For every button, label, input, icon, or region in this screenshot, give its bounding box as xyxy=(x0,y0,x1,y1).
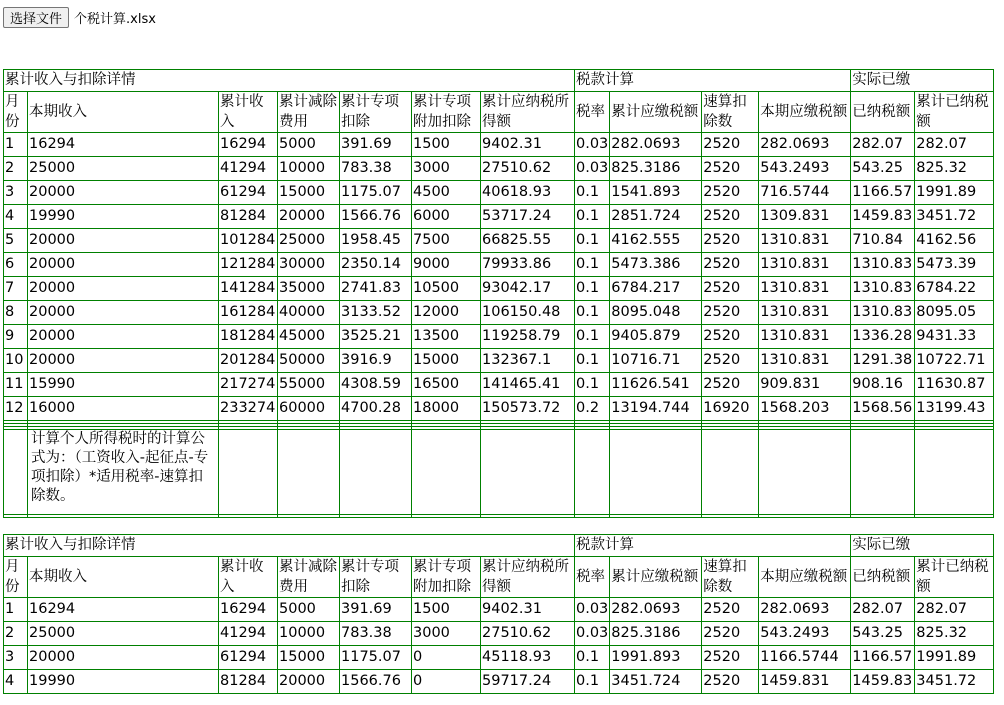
table-cell: 1310.831 xyxy=(759,325,851,349)
table-cell: 4 xyxy=(4,205,28,229)
table-cell: 282.07 xyxy=(851,598,915,622)
table-cell: 12 xyxy=(4,397,28,421)
table-cell: 2520 xyxy=(702,325,759,349)
table-cell: 25000 xyxy=(278,229,340,253)
col-header: 累计收入 xyxy=(219,557,278,598)
table-cell: 5000 xyxy=(278,133,340,157)
table-cell: 908.16 xyxy=(851,373,915,397)
col-header: 累计应缴税额 xyxy=(610,92,702,133)
table-cell: 783.38 xyxy=(340,157,412,181)
column-header-row xyxy=(4,92,994,133)
table-cell: 15990 xyxy=(28,373,219,397)
table-cell: 2851.724 xyxy=(610,205,702,229)
table-cell: 4700.28 xyxy=(340,397,412,421)
formula-note: 计算个人所得税时的计算公式为：（工资收入-起征点-专项扣除）*适用税率-速算扣除数。 xyxy=(28,430,219,515)
table-cell: 1991.893 xyxy=(610,646,702,670)
col-header: 累计专项扣除 xyxy=(340,92,412,133)
table-cell: 0.1 xyxy=(575,253,610,277)
table-cell: 1958.45 xyxy=(340,229,412,253)
tax-table-2 xyxy=(3,534,994,694)
col-header: 累计应缴税额 xyxy=(610,557,702,598)
table-cell: 0.03 xyxy=(575,622,610,646)
table-cell: 5000 xyxy=(278,598,340,622)
table-cell: 18000 xyxy=(412,397,481,421)
table-row xyxy=(4,301,994,325)
table-cell: 2520 xyxy=(702,622,759,646)
col-header: 累计应纳税所得额 xyxy=(481,557,575,598)
table-cell: 3000 xyxy=(412,157,481,181)
col-header: 速算扣除数 xyxy=(702,557,759,598)
table-cell: 2520 xyxy=(702,277,759,301)
col-header: 累计应纳税所得额 xyxy=(481,92,575,133)
section-tax-calc: 税款计算 xyxy=(575,70,851,92)
table-cell: 1568.56 xyxy=(851,397,915,421)
table-cell: 3 xyxy=(4,646,28,670)
table-cell: 3 xyxy=(4,181,28,205)
table-cell: 4162.56 xyxy=(915,229,994,253)
table-cell: 825.3186 xyxy=(610,157,702,181)
table-cell: 1310.83 xyxy=(851,277,915,301)
table-cell: 6784.217 xyxy=(610,277,702,301)
selected-file-name: 个税计算.xlsx xyxy=(74,11,156,27)
table-cell: 15000 xyxy=(278,181,340,205)
table-cell: 3916.9 xyxy=(340,349,412,373)
table-cell: 1500 xyxy=(412,598,481,622)
table-cell: 2 xyxy=(4,157,28,181)
col-header: 累计减除费用 xyxy=(278,92,340,133)
table-cell: 16294 xyxy=(28,133,219,157)
table-cell: 41294 xyxy=(219,622,278,646)
table-cell: 19990 xyxy=(28,670,219,694)
table-cell: 20000 xyxy=(28,646,219,670)
table-cell: 5473.386 xyxy=(610,253,702,277)
table-cell: 1175.07 xyxy=(340,646,412,670)
col-header: 速算扣除数 xyxy=(702,92,759,133)
table-cell: 35000 xyxy=(278,277,340,301)
table-cell: 79933.86 xyxy=(481,253,575,277)
table-cell: 1566.76 xyxy=(340,205,412,229)
table-cell: 16294 xyxy=(219,133,278,157)
section-actual-paid: 实际已缴 xyxy=(851,70,994,92)
table-cell: 543.2493 xyxy=(759,622,851,646)
table-cell: 2520 xyxy=(702,205,759,229)
table-cell: 1166.5744 xyxy=(759,646,851,670)
col-header: 已纳税额 xyxy=(851,557,915,598)
table-row xyxy=(4,133,994,157)
table-cell: 8 xyxy=(4,301,28,325)
table-2-body xyxy=(4,598,994,694)
table-cell: 2520 xyxy=(702,349,759,373)
table-cell: 282.0693 xyxy=(610,133,702,157)
table-cell: 119258.79 xyxy=(481,325,575,349)
table-cell: 2520 xyxy=(702,670,759,694)
table-cell: 25000 xyxy=(28,622,219,646)
table-cell: 1541.893 xyxy=(610,181,702,205)
table-cell: 20000 xyxy=(28,253,219,277)
col-header: 月份 xyxy=(4,92,28,133)
table-cell: 3525.21 xyxy=(340,325,412,349)
table-cell: 1309.831 xyxy=(759,205,851,229)
table-cell: 11626.541 xyxy=(610,373,702,397)
table-cell: 6 xyxy=(4,253,28,277)
table-cell: 53717.24 xyxy=(481,205,575,229)
table-cell: 10500 xyxy=(412,277,481,301)
col-header: 累计收入 xyxy=(219,92,278,133)
table-cell: 3000 xyxy=(412,622,481,646)
table-cell: 783.38 xyxy=(340,622,412,646)
table-cell: 132367.1 xyxy=(481,349,575,373)
table-cell: 60000 xyxy=(278,397,340,421)
table-cell: 16920 xyxy=(702,397,759,421)
table-cell: 1175.07 xyxy=(340,181,412,205)
table-cell: 282.07 xyxy=(915,598,994,622)
table-cell: 9402.31 xyxy=(481,133,575,157)
table-row xyxy=(4,157,994,181)
col-header: 累计专项附加扣除 xyxy=(412,557,481,598)
section-tax-calc: 税款计算 xyxy=(575,535,851,557)
table-cell: 8095.048 xyxy=(610,301,702,325)
table-cell: 150573.72 xyxy=(481,397,575,421)
table-cell: 6784.22 xyxy=(915,277,994,301)
table-cell: 825.32 xyxy=(915,157,994,181)
table-cell: 217274 xyxy=(219,373,278,397)
col-header: 本期应缴税额 xyxy=(759,92,851,133)
table-cell: 1459.83 xyxy=(851,205,915,229)
table-cell: 9431.33 xyxy=(915,325,994,349)
table-cell: 121284 xyxy=(219,253,278,277)
table-cell: 0.1 xyxy=(575,646,610,670)
table-cell: 10722.71 xyxy=(915,349,994,373)
table-cell: 59717.24 xyxy=(481,670,575,694)
table-cell: 15000 xyxy=(278,646,340,670)
table-cell: 1310.83 xyxy=(851,301,915,325)
table-cell: 9402.31 xyxy=(481,598,575,622)
file-toolbar xyxy=(3,6,156,28)
section-income-deduction: 累计收入与扣除详情 xyxy=(4,535,575,557)
table-cell: 27510.62 xyxy=(481,157,575,181)
table-cell: 825.32 xyxy=(915,622,994,646)
table-cell: 181284 xyxy=(219,325,278,349)
table-cell: 0.1 xyxy=(575,325,610,349)
table-cell: 2350.14 xyxy=(340,253,412,277)
table-cell: 1310.831 xyxy=(759,301,851,325)
table-cell: 4500 xyxy=(412,181,481,205)
table-cell: 710.84 xyxy=(851,229,915,253)
table-cell: 1459.831 xyxy=(759,670,851,694)
table-cell: 0.1 xyxy=(575,373,610,397)
table-cell: 4 xyxy=(4,670,28,694)
table-cell: 0.1 xyxy=(575,229,610,253)
table-cell: 27510.62 xyxy=(481,622,575,646)
table-cell: 716.5744 xyxy=(759,181,851,205)
table-cell: 1500 xyxy=(412,133,481,157)
table-cell: 2520 xyxy=(702,157,759,181)
section-income-deduction: 累计收入与扣除详情 xyxy=(4,70,575,92)
table-cell: 5473.39 xyxy=(915,253,994,277)
col-header: 税率 xyxy=(575,557,610,598)
col-header: 本期收入 xyxy=(28,92,219,133)
table-cell: 45118.93 xyxy=(481,646,575,670)
col-header: 累计专项附加扣除 xyxy=(412,92,481,133)
table-cell: 13199.43 xyxy=(915,397,994,421)
table-row xyxy=(4,181,994,205)
table-cell: 11 xyxy=(4,373,28,397)
table-cell: 161284 xyxy=(219,301,278,325)
table-cell: 2 xyxy=(4,622,28,646)
table-cell: 12000 xyxy=(412,301,481,325)
table-cell: 2520 xyxy=(702,598,759,622)
table-cell: 81284 xyxy=(219,670,278,694)
table-cell: 1291.38 xyxy=(851,349,915,373)
spacer-row xyxy=(4,515,994,518)
table-cell: 5 xyxy=(4,229,28,253)
table-cell: 3451.72 xyxy=(915,205,994,229)
table-cell: 1310.831 xyxy=(759,253,851,277)
table-cell: 6000 xyxy=(412,205,481,229)
table-cell: 16294 xyxy=(219,598,278,622)
table-cell: 909.831 xyxy=(759,373,851,397)
table-cell: 13500 xyxy=(412,325,481,349)
table-cell: 2520 xyxy=(702,646,759,670)
table-cell: 1991.89 xyxy=(915,181,994,205)
table-row xyxy=(4,325,994,349)
tax-table-1 xyxy=(3,69,994,518)
table-cell: 19990 xyxy=(28,205,219,229)
table-cell: 8095.05 xyxy=(915,301,994,325)
table-cell: 141465.41 xyxy=(481,373,575,397)
table-cell: 13194.744 xyxy=(610,397,702,421)
table-row xyxy=(4,373,994,397)
table-cell: 93042.17 xyxy=(481,277,575,301)
table-cell: 25000 xyxy=(28,157,219,181)
table-cell: 40000 xyxy=(278,301,340,325)
table-cell: 0.03 xyxy=(575,598,610,622)
table-cell: 1310.831 xyxy=(759,229,851,253)
table-cell: 0 xyxy=(412,646,481,670)
table-cell: 0.1 xyxy=(575,277,610,301)
table-cell: 61294 xyxy=(219,181,278,205)
section-header-row xyxy=(4,535,994,557)
table-cell: 282.07 xyxy=(851,133,915,157)
table-cell: 20000 xyxy=(28,349,219,373)
table-cell: 1166.57 xyxy=(851,646,915,670)
table-cell: 16500 xyxy=(412,373,481,397)
table-cell: 2520 xyxy=(702,301,759,325)
table-cell: 40618.93 xyxy=(481,181,575,205)
table-cell: 1310.831 xyxy=(759,277,851,301)
table-cell: 1459.83 xyxy=(851,670,915,694)
table-cell: 20000 xyxy=(28,301,219,325)
table-cell: 282.07 xyxy=(915,133,994,157)
table-cell: 15000 xyxy=(412,349,481,373)
table-row xyxy=(4,646,994,670)
table-cell: 1336.28 xyxy=(851,325,915,349)
table-cell: 2520 xyxy=(702,181,759,205)
choose-file-button[interactable]: 选择文件 xyxy=(3,7,69,28)
table-row xyxy=(4,253,994,277)
table-cell: 1310.831 xyxy=(759,349,851,373)
table-cell: 391.69 xyxy=(340,598,412,622)
table-cell: 4162.555 xyxy=(610,229,702,253)
table-row xyxy=(4,349,994,373)
table-cell: 2741.83 xyxy=(340,277,412,301)
table-cell: 282.0693 xyxy=(759,598,851,622)
table-cell: 543.2493 xyxy=(759,157,851,181)
table-cell: 1568.203 xyxy=(759,397,851,421)
table-row xyxy=(4,670,994,694)
table-cell: 0.1 xyxy=(575,670,610,694)
table-cell: 2520 xyxy=(702,229,759,253)
table-cell: 1991.89 xyxy=(915,646,994,670)
table-cell: 10000 xyxy=(278,622,340,646)
table-row xyxy=(4,277,994,301)
table-cell: 0.1 xyxy=(575,181,610,205)
table-cell: 0.1 xyxy=(575,301,610,325)
table-row xyxy=(4,397,994,421)
table-cell: 2520 xyxy=(702,133,759,157)
table-cell: 7500 xyxy=(412,229,481,253)
table-cell: 141284 xyxy=(219,277,278,301)
table-cell: 3451.72 xyxy=(915,670,994,694)
table-cell: 20000 xyxy=(28,277,219,301)
table-cell: 1310.83 xyxy=(851,253,915,277)
table-cell: 7 xyxy=(4,277,28,301)
table-cell: 10 xyxy=(4,349,28,373)
table-cell: 1 xyxy=(4,598,28,622)
table-cell: 543.25 xyxy=(851,157,915,181)
table-cell: 4308.59 xyxy=(340,373,412,397)
table-cell: 2520 xyxy=(702,373,759,397)
table-cell: 2520 xyxy=(702,253,759,277)
col-header: 累计专项扣除 xyxy=(340,557,412,598)
table-cell: 16000 xyxy=(28,397,219,421)
table-cell: 61294 xyxy=(219,646,278,670)
table-cell: 1 xyxy=(4,133,28,157)
table-cell: 0.1 xyxy=(575,349,610,373)
table-cell: 233274 xyxy=(219,397,278,421)
table-cell: 55000 xyxy=(278,373,340,397)
table-cell: 20000 xyxy=(278,670,340,694)
table-cell: 20000 xyxy=(28,325,219,349)
table-cell: 30000 xyxy=(278,253,340,277)
table-row xyxy=(4,205,994,229)
table-1-body xyxy=(4,133,994,421)
table-cell: 50000 xyxy=(278,349,340,373)
table-cell: 11630.87 xyxy=(915,373,994,397)
table-cell: 16294 xyxy=(28,598,219,622)
table-cell: 391.69 xyxy=(340,133,412,157)
table-row xyxy=(4,598,994,622)
table-cell: 282.0693 xyxy=(610,598,702,622)
table-cell: 20000 xyxy=(28,229,219,253)
table-cell: 9000 xyxy=(412,253,481,277)
col-header: 本期应缴税额 xyxy=(759,557,851,598)
table-cell: 3451.724 xyxy=(610,670,702,694)
table-cell: 825.3186 xyxy=(610,622,702,646)
table-cell: 20000 xyxy=(28,181,219,205)
table-cell: 20000 xyxy=(278,205,340,229)
formula-note-row xyxy=(4,430,994,515)
table-cell: 101284 xyxy=(219,229,278,253)
table-cell: 201284 xyxy=(219,349,278,373)
column-header-row xyxy=(4,557,994,598)
table-cell: 9405.879 xyxy=(610,325,702,349)
table-cell: 66825.55 xyxy=(481,229,575,253)
col-header: 本期收入 xyxy=(28,557,219,598)
table-cell: 543.25 xyxy=(851,622,915,646)
col-header: 累计已纳税额 xyxy=(915,557,994,598)
table-row xyxy=(4,622,994,646)
table-cell: 0.03 xyxy=(575,157,610,181)
table-cell: 81284 xyxy=(219,205,278,229)
col-header: 累计减除费用 xyxy=(278,557,340,598)
table-cell: 0.2 xyxy=(575,397,610,421)
table-cell: 0 xyxy=(412,670,481,694)
table-cell: 45000 xyxy=(278,325,340,349)
table-cell: 282.0693 xyxy=(759,133,851,157)
col-header: 累计已纳税额 xyxy=(915,92,994,133)
table-cell: 1166.57 xyxy=(851,181,915,205)
col-header: 税率 xyxy=(575,92,610,133)
section-header-row xyxy=(4,70,994,92)
table-cell: 41294 xyxy=(219,157,278,181)
section-actual-paid: 实际已缴 xyxy=(851,535,994,557)
col-header: 月份 xyxy=(4,557,28,598)
table-cell: 10716.71 xyxy=(610,349,702,373)
table-cell: 10000 xyxy=(278,157,340,181)
col-header: 已纳税额 xyxy=(851,92,915,133)
table-cell: 9 xyxy=(4,325,28,349)
table-cell: 3133.52 xyxy=(340,301,412,325)
table-cell: 0.1 xyxy=(575,205,610,229)
table-cell: 1566.76 xyxy=(340,670,412,694)
table-cell: 0.03 xyxy=(575,133,610,157)
table-cell: 106150.48 xyxy=(481,301,575,325)
table-row xyxy=(4,229,994,253)
